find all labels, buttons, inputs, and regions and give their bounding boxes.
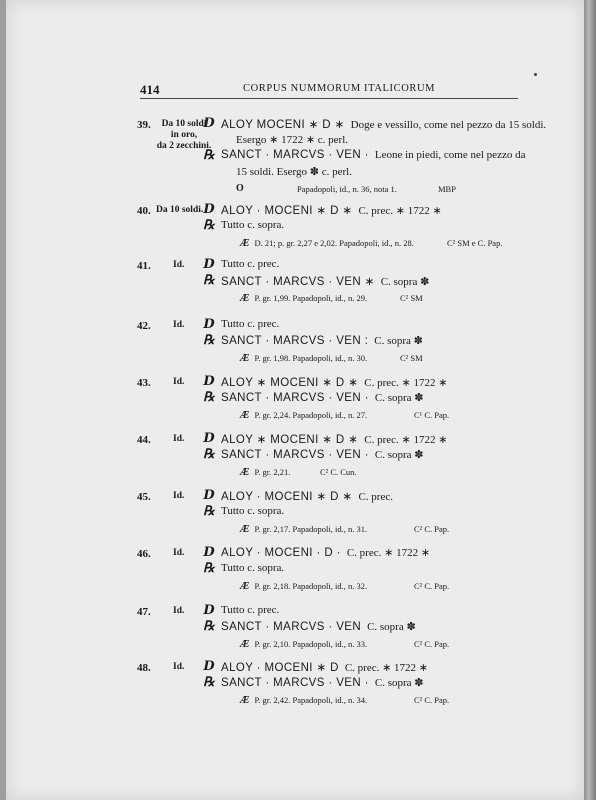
- obverse-symbol: D: [203, 374, 215, 389]
- metal-mark: Æ: [240, 695, 250, 706]
- continuation-line: Esergo ∗ 1722 ∗ c. perl.: [236, 134, 349, 146]
- reverse-line: [221, 274, 429, 288]
- denomination-line: Id.: [173, 320, 185, 330]
- reference-text: P. gr. 1,99. Papadopoli, id., n. 29.: [254, 293, 368, 303]
- coin-description: C. sopra ✽: [374, 677, 424, 689]
- reference-text: P. gr. 2,17. Papadopoli, id., n. 31.: [254, 524, 368, 534]
- reference-text: P. gr. 2,18. Papadopoli, id., n. 32.: [254, 581, 368, 591]
- entry-number: 44.: [137, 434, 151, 446]
- entry-number: 41.: [137, 260, 151, 272]
- denomination-line: Id.: [173, 606, 185, 616]
- metal-mark: Æ: [240, 639, 250, 650]
- denomination-line: Id.: [173, 377, 185, 387]
- obverse-line: [221, 546, 430, 559]
- header-rule: [140, 98, 518, 99]
- coin-legend: SANCT · MARCVS · VEN ·: [221, 449, 369, 461]
- denomination-line: Id.: [173, 491, 185, 501]
- obverse-line: [221, 489, 393, 503]
- obverse-symbol: D: [203, 431, 215, 446]
- page-edge: [584, 0, 596, 800]
- denomination: [173, 491, 184, 502]
- obverse-symbol: D: [203, 659, 215, 674]
- reverse-line: [221, 505, 284, 517]
- coin-description: Tutto c. sopra.: [221, 219, 285, 231]
- reverse-line: [221, 149, 525, 161]
- collections: C² C. Cun.: [320, 467, 357, 477]
- entry-number: 45.: [137, 491, 151, 503]
- coin-description: Tutto c. prec.: [221, 258, 280, 270]
- collections: C¹ C. Pap.: [414, 410, 450, 420]
- reverse-symbol: ℞: [203, 273, 215, 288]
- obverse-line: [221, 318, 279, 330]
- coin-description: C. sopra ✽: [380, 276, 430, 288]
- collections: C² C. Pap.: [414, 581, 450, 591]
- coin-description: Tutto c. sopra.: [221, 562, 285, 574]
- entry-number: 47.: [137, 606, 151, 618]
- coin-legend: ALOY ∗ MOCENI ∗ D ∗: [221, 377, 359, 389]
- obverse-symbol: D: [203, 202, 215, 217]
- coin-legend: SANCT · MARCVS · VEN: [221, 621, 362, 633]
- metal-mark: O: [236, 183, 244, 194]
- coin-description: C. prec. ∗ 1722 ∗: [364, 434, 448, 446]
- entry-number: 40.: [137, 205, 151, 217]
- obverse-line: [221, 203, 442, 217]
- metal-mark: Æ: [240, 410, 250, 421]
- denomination-line: Id.: [173, 260, 185, 270]
- denomination-line: da 2 zecchini.: [156, 141, 212, 151]
- coin-legend: SANCT · MARCVS · VEN ·: [221, 677, 369, 689]
- obverse-symbol: D: [203, 603, 215, 618]
- obverse-symbol: D: [203, 257, 215, 272]
- coin-description: C. prec. ∗ 1722 ∗: [346, 547, 431, 559]
- reverse-symbol: ℞: [203, 447, 215, 462]
- denomination: [173, 662, 184, 673]
- denomination: [173, 320, 184, 331]
- reverse-line: [221, 448, 424, 461]
- denomination-line: in oro,: [170, 130, 198, 140]
- coin-description: Tutto c. sopra.: [221, 505, 285, 517]
- reverse-line: [221, 676, 424, 689]
- coin-legend: SANCT · MARCVS · VEN ∗: [221, 276, 375, 288]
- reference-line: [240, 639, 367, 650]
- reference-line: [240, 581, 367, 592]
- denomination-line: Id.: [173, 662, 185, 672]
- running-header: [140, 82, 520, 98]
- collections: C² C. Pap.: [414, 524, 450, 534]
- reference-line: [240, 524, 367, 535]
- collections: C² C. Pap.: [414, 695, 450, 705]
- reference-line: [240, 410, 367, 421]
- reverse-symbol: ℞: [203, 619, 215, 634]
- entry-number: 43.: [137, 377, 151, 389]
- coin-description: C. prec. ∗ 1722 ∗: [364, 377, 448, 389]
- obverse-line: [221, 432, 447, 446]
- collections: C² SM: [400, 353, 423, 363]
- reverse-line: [221, 562, 284, 574]
- metal-mark: Æ: [240, 467, 250, 478]
- coin-description: C. sopra ✽: [374, 392, 424, 404]
- collections: MBP: [438, 184, 456, 194]
- metal-mark: Æ: [240, 581, 250, 592]
- denomination: [173, 260, 184, 271]
- denomination: [173, 434, 184, 445]
- obverse-line: [221, 660, 428, 674]
- obverse-symbol: D: [203, 116, 215, 131]
- reverse-symbol: ℞: [203, 333, 215, 348]
- coin-legend: SANCT · MARCVS · VEN :: [221, 335, 369, 347]
- obverse-line: [221, 258, 279, 270]
- obverse-symbol: D: [203, 488, 215, 503]
- denomination: [173, 377, 184, 388]
- entry-number: 39.: [137, 119, 151, 131]
- reverse-symbol: ℞: [203, 148, 215, 163]
- reference-line: [240, 353, 367, 364]
- denomination: [156, 205, 203, 216]
- reverse-symbol: ℞: [203, 218, 215, 233]
- continuation-line: 15 soldi. Esergo ✽ c. perl.: [236, 166, 352, 178]
- metal-mark: Æ: [240, 238, 250, 249]
- reverse-line: [221, 620, 416, 633]
- reverse-line: [221, 391, 424, 404]
- reference-text: Papadopoli, id., n. 36, nota 1.: [297, 184, 397, 194]
- coin-description: Tutto c. prec.: [221, 604, 280, 616]
- reference-text: P. gr. 2,21.: [254, 467, 291, 477]
- reference-text: P. gr. 1,98. Papadopoli, id., n. 30.: [254, 353, 368, 363]
- reverse-symbol: ℞: [203, 390, 215, 405]
- coin-description: C. sopra ✽: [374, 449, 424, 461]
- obverse-line: [221, 117, 546, 131]
- coin-description: Doge e vessillo, come nel pezzo da 15 soldi.: [350, 119, 547, 131]
- page-number: 414: [140, 82, 160, 97]
- entry-number: 48.: [137, 662, 151, 674]
- reference-text: P. gr. 2,42. Papadopoli, id., n. 34.: [254, 695, 368, 705]
- obverse-symbol: D: [203, 545, 215, 560]
- denomination-line: Da 10 soldi.: [156, 205, 204, 215]
- obverse-symbol: D: [203, 317, 215, 332]
- coin-legend: ALOY · MOCENI ∗ D ∗: [221, 205, 353, 217]
- denomination-line: Da 10 soldi: [161, 119, 207, 129]
- page-speck: [534, 73, 537, 76]
- reverse-symbol: ℞: [203, 504, 215, 519]
- reverse-symbol: ℞: [203, 675, 215, 690]
- metal-mark: Æ: [240, 524, 250, 535]
- reference-line: [240, 695, 367, 706]
- coin-description: C. sopra ✽: [374, 335, 423, 347]
- coin-description: C. sopra ✽: [367, 621, 416, 633]
- coin-legend: SANCT · MARCVS · VEN ·: [221, 392, 369, 404]
- reference-line: [240, 467, 290, 478]
- entry-number: 42.: [137, 320, 151, 332]
- reverse-symbol: ℞: [203, 561, 215, 576]
- obverse-line: [221, 375, 447, 389]
- reverse-line: [221, 219, 284, 231]
- coin-description: C. prec. ∗ 1722 ∗: [344, 662, 429, 674]
- entry-number: 46.: [137, 548, 151, 560]
- denomination-line: Id.: [173, 548, 185, 558]
- coin-description: C. prec.: [358, 491, 393, 503]
- metal-mark: Æ: [240, 293, 250, 304]
- denomination: [173, 548, 184, 559]
- coin-description: Tutto c. prec.: [221, 318, 280, 330]
- coin-legend: ALOY · MOCENI ∗ D: [221, 662, 339, 674]
- coin-description: Leone in piedi, come nel pezzo da: [374, 149, 526, 161]
- reference-text: P. gr. 2,24. Papadopoli, id., n. 27.: [254, 410, 368, 420]
- reverse-line: [221, 334, 423, 347]
- metal-mark: Æ: [240, 353, 250, 364]
- coin-legend: SANCT · MARCVS · VEN ·: [221, 149, 369, 161]
- coin-legend: ALOY · MOCENI ∗ D ∗: [221, 491, 353, 503]
- reference-line: [240, 238, 414, 249]
- obverse-line: [221, 604, 279, 616]
- reference-text: P. gr. 2,10. Papadopoli, id., n. 33.: [254, 639, 368, 649]
- denomination: [173, 606, 184, 617]
- running-title: CORPUS NUMMORUM ITALICORUM: [243, 83, 436, 94]
- coin-legend: ALOY MOCENI ∗ D ∗: [221, 119, 345, 131]
- coin-description: C. prec. ∗ 1722 ∗: [358, 205, 442, 217]
- coin-legend: ALOY ∗ MOCENI ∗ D ∗: [221, 434, 359, 446]
- coin-legend: ALOY · MOCENI · D ·: [221, 547, 341, 559]
- collections: C² SM: [400, 293, 423, 303]
- denomination-line: Id.: [173, 434, 185, 444]
- collections: C² C. Pap.: [414, 639, 450, 649]
- collections: C² SM e C. Pap.: [447, 238, 503, 248]
- reference-text: D. 21; p. gr. 2,27 e 2,02. Papadopoli, id., n. 28.: [254, 238, 414, 248]
- reference-line: [240, 293, 367, 304]
